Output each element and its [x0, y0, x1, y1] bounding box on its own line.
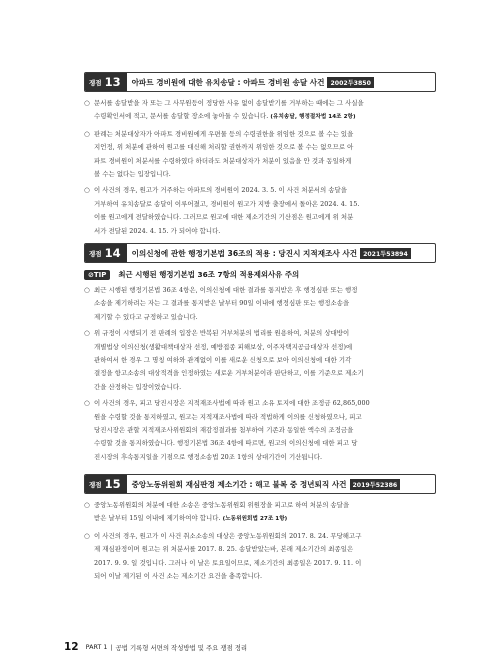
text-line: 이 사건의 경우, 원고가 이 사건 취소소송의 대상은 중앙노동위원회의 2017. 8. 24. 무당해고구 — [94, 531, 362, 540]
tip-title: 최근 시행된 행정기본법 36조 7항의 적용제외사유 주의 — [118, 270, 300, 279]
text-line — [94, 512, 436, 526]
issue-tag — [85, 244, 127, 262]
text-line-body: 수령확인서에 적고, 문서를 송달할 장소에 놓아둘 수 있습니다. — [94, 112, 269, 121]
paragraph — [84, 327, 436, 394]
part-label: PART 1 — [85, 643, 108, 651]
circle-bullet-icon: ○ — [84, 399, 90, 408]
text-line — [94, 110, 436, 124]
text-line: 서가 전달된 2024. 4. 15. 가 되어야 합니다. — [94, 226, 221, 235]
text-line: 2017. 9. 9. 일 것입니다. 그러나 이 날은 토요일이므로, 제소기간의 최종일은 2017. 9. 11. 이 — [94, 558, 362, 567]
issue-14 — [84, 243, 436, 464]
paragraph — [84, 499, 436, 527]
circle-bullet-icon: ○ — [84, 531, 90, 540]
issue-tag-word: 쟁점 — [89, 249, 102, 258]
statute-reference: (유치송달, 행정절차법 14조 2항) — [270, 114, 356, 121]
paragraph — [84, 284, 436, 324]
case-number-badge: 2002두3850 — [327, 77, 373, 88]
text-line: 이 사건의 경우, 원고가 거주하는 아파트의 경비원이 2024. 3. 5. 이 사건 처분서의 송달을 — [94, 186, 348, 195]
tip-row — [84, 269, 436, 280]
statute-reference: (노동위원회법 27조 1항) — [222, 516, 288, 523]
tip-badge: ⊘TIP — [84, 270, 110, 280]
paragraph — [84, 97, 436, 125]
case-number-badge: 2019두52386 — [350, 479, 401, 490]
text-line: 제 재심판정이며 원고는 위 처분서를 2017. 8. 25. 송달받았는바, 본래 제소기간의 최종일은 — [94, 545, 354, 554]
circle-bullet-icon: ○ — [84, 129, 90, 138]
circle-bullet-icon: ○ — [84, 186, 90, 195]
text-line: 제기할 수 있다고 규정하고 있습니다. — [94, 312, 198, 321]
text-line: 거부하여 유치송달로 송달이 이루어졌고, 경비원이 원고가 지방 출장에서 돌아온 2024. 4. 15. — [94, 199, 360, 208]
issue-header — [84, 474, 436, 494]
text-line: 소송을 제기하려는 자는 그 결과를 통지받은 날부터 90일 이내에 행정심판 또는 행정소송을 — [94, 299, 350, 308]
circle-bullet-icon: ○ — [84, 286, 90, 294]
issue-tag-word: 쟁점 — [89, 480, 102, 489]
text-line-body: 받은 날부터 15일 이내에 제기하여야 합니다. — [94, 514, 221, 523]
text-line: 관하여서 한 경우 그 명칭 여하와 관계없이 이를 새로운 신청으로 보아 이의신청에 대한 기각 — [94, 356, 352, 365]
text-line: 결정을 항고소송의 대상적격을 인정하였는 새로운 거부처분이라 판단하고, 이를 기준으로 제소기 — [94, 369, 364, 378]
text-line: 수령할 것을 통지하였습니다. 행정기본법 36조 4항에 따르면, 원고의 이의신청에 대한 피고 당 — [94, 439, 358, 448]
issue-tag — [85, 475, 127, 493]
issue-number: 14 — [104, 246, 121, 260]
text-line: 간을 산정하는 입장이었습니다. — [94, 382, 182, 391]
text-line: 지언정, 위 처분에 관하여 원고를 대신해 처리할 권한까지 위임한 것으로 볼 수는 없으므로 아 — [94, 143, 354, 152]
circle-bullet-icon: ○ — [84, 501, 90, 509]
text-line: 파트 경비원이 처분서를 수령하였다 하더라도 처분대상자가 처분이 있음을 안 것과 동일하게 — [94, 156, 352, 165]
circle-bullet-icon: ○ — [84, 99, 90, 107]
issue-13 — [84, 72, 436, 238]
issue-tag-word: 쟁점 — [89, 78, 102, 87]
paragraph — [84, 397, 436, 464]
issue-number: 15 — [104, 477, 121, 491]
text-line: 판례는 처분대상자가 아파트 경비원에게 우편물 등의 수령권한을 위임한 것으로 볼 수는 있을 — [94, 129, 354, 138]
case-number-badge: 2021두53894 — [360, 248, 411, 259]
text-line: 중앙노동위원회의 처분에 대한 소송은 중앙노동위원회 위원장을 피고로 하여 처분의 송달을 — [94, 501, 350, 509]
issue-tag — [85, 73, 127, 91]
text-line: 당진시장은 관할 지적재조사위원회의 재감정결과를 첨부하여 기존과 동일한 액수의 조정금을 — [94, 426, 354, 435]
paragraph — [84, 530, 436, 584]
issue-title: 아파트 경비원에 대한 유치송달 : 아파트 경비원 송달 사건 — [131, 77, 325, 87]
issue-header — [84, 72, 436, 92]
text-line: 개별법상 이의신청(생활대책대상자 선정, 예방접종 피해보상, 이주자택지공급대상자 선정)에 — [94, 342, 353, 351]
issue-title: 중앙노동위원회 재심판정 제소기간 : 해고 불복 중 정년퇴직 사건 — [131, 479, 347, 489]
circle-bullet-icon: ○ — [84, 329, 90, 338]
text-line: 원을 수령할 것을 통지하였고, 원고는 지적재조사법에 따라 적법하게 이의를 신청하였으나, 피고 — [94, 412, 362, 421]
text-line: 볼 수는 없다는 입장입니다. — [94, 170, 171, 179]
text-line: 되어 이날 제기된 이 사건 소는 제소기간 요건을 충족합니다. — [94, 572, 263, 581]
text-line: 이 사건의 경우, 피고 당진시장은 지적재조사법에 따라 원고 소유 토지에 대한 조정금 62,865,000 — [94, 399, 370, 408]
text-line: 진시장의 후속통지일을 기점으로 행정소송법 20조 1항의 상대기간이 기산됩니다. — [94, 452, 323, 461]
issue-header — [84, 243, 436, 263]
paragraph — [84, 184, 436, 238]
footer-separator: | — [110, 643, 113, 651]
paragraph — [84, 128, 436, 182]
issue-title: 이의신청에 관한 행정기본법 36조의 적용 : 당진시 지적재조사 사건 — [131, 248, 358, 258]
text-line: 문서를 송달받을 자 또는 그 사무원등이 정당한 사유 없이 송달받기를 거부하는 때에는 그 사실을 — [94, 99, 364, 107]
issue-number: 13 — [104, 75, 121, 89]
issue-15 — [84, 474, 436, 583]
text-line: 이를 원고에게 전달하였습니다. 그러므로 원고에 대한 제소기간의 기산점은 원고에게 위 처분 — [94, 213, 354, 222]
page-number: 12 — [64, 641, 79, 653]
text-line: 위 규정이 시행되기 전 판례의 입장은 반복된 거부처분의 법리를 원용하여, 처분의 상대방이 — [94, 329, 350, 338]
running-title: 공법 기록형 서면의 작성방법 및 주요 쟁점 정리 — [115, 643, 248, 652]
text-line: 최근 시행된 행정기본법 36조 4항은, 이의신청에 대한 결과를 통지받은 후 행정심판 또는 행정 — [94, 286, 358, 294]
page-footer — [64, 641, 247, 653]
